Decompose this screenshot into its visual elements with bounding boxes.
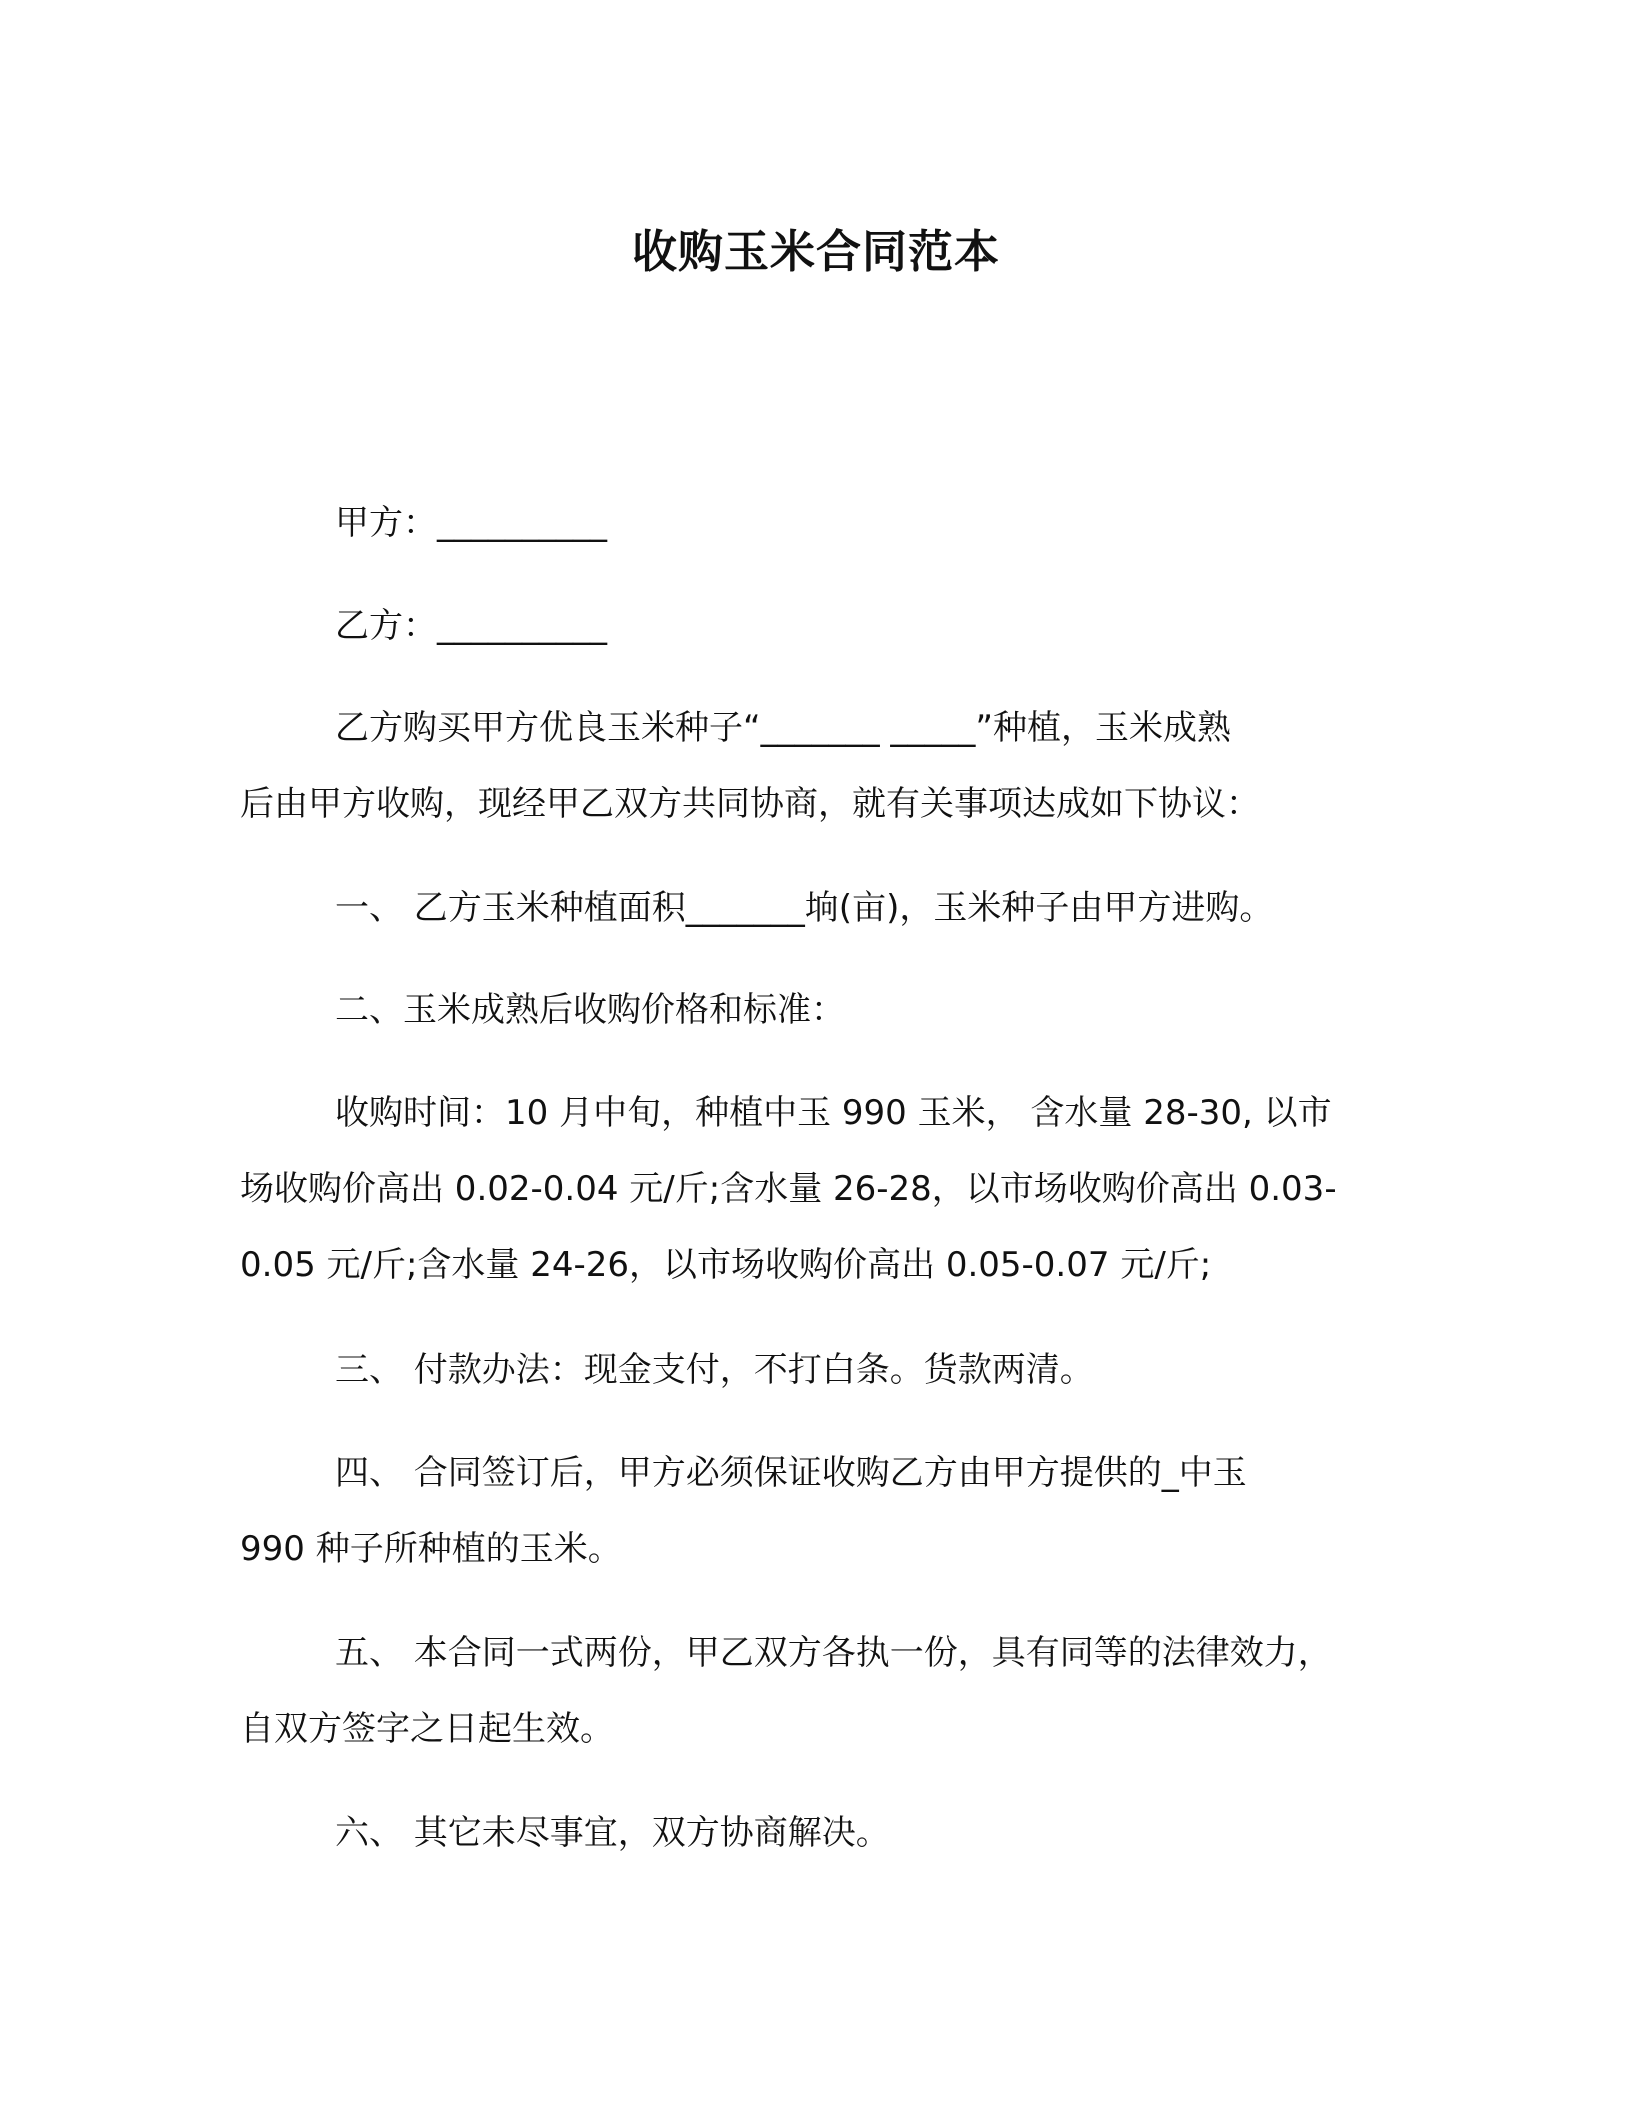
clause-6-text: 六、 其它未尽事宜，双方协商解决。	[335, 1813, 890, 1853]
clause-5	[240, 1615, 1440, 1767]
clause-5-line-2: 自双方签字之日起生效。	[240, 1709, 614, 1749]
intro-line-1: 乙方购买甲方优良玉米种子“_______ _____”种植，玉米成熟	[335, 708, 1232, 748]
party-b: 乙方：__________	[335, 606, 607, 646]
clause-6	[240, 1795, 1440, 1871]
purchase-terms-line-1: 收购时间：10 月中旬，种植中玉 990 玉米， 含水量 28-30, 以市	[335, 1093, 1332, 1133]
clause-3-text: 三、 付款办法：现金支付，不打白条。货款两清。	[335, 1350, 1094, 1390]
party-a-line	[240, 485, 1440, 561]
purchase-terms	[240, 1075, 1440, 1303]
clause-4-line-2: 990 种子所种植的玉米。	[240, 1529, 622, 1569]
document-title: 收购玉米合同范本	[631, 225, 1000, 278]
purchase-terms-line-3: 0.05 元/斤;含水量 24-26，以市场收购价高出 0.05-0.07 元/斤;	[240, 1245, 1212, 1285]
clause-1-text: 一、 乙方玉米种植面积_______垧(亩)，玉米种子由甲方进购。	[335, 888, 1274, 928]
party-b-line	[240, 588, 1440, 664]
clause-3	[240, 1332, 1440, 1408]
clause-1	[240, 870, 1440, 946]
clause-5-line-1: 五、 本合同一式两份，甲乙双方各执一份，具有同等的法律效力，	[335, 1633, 1332, 1673]
clause-4-line-1: 四、 合同签订后，甲方必须保证收购乙方由甲方提供的_中玉	[335, 1453, 1247, 1493]
intro-line-2: 后由甲方收购，现经甲乙双方共同协商，就有关事项达成如下协议：	[240, 784, 1260, 824]
party-a: 甲方：__________	[335, 503, 607, 543]
clause-2	[240, 972, 1440, 1048]
purchase-terms-line-2: 场收购价高出 0.02-0.04 元/斤;含水量 26-28，以市场收购价高出 0.03-	[240, 1169, 1337, 1209]
intro-paragraph	[240, 690, 1440, 842]
clause-4	[240, 1435, 1440, 1587]
clause-2-text: 二、玉米成熟后收购价格和标准：	[335, 990, 845, 1030]
